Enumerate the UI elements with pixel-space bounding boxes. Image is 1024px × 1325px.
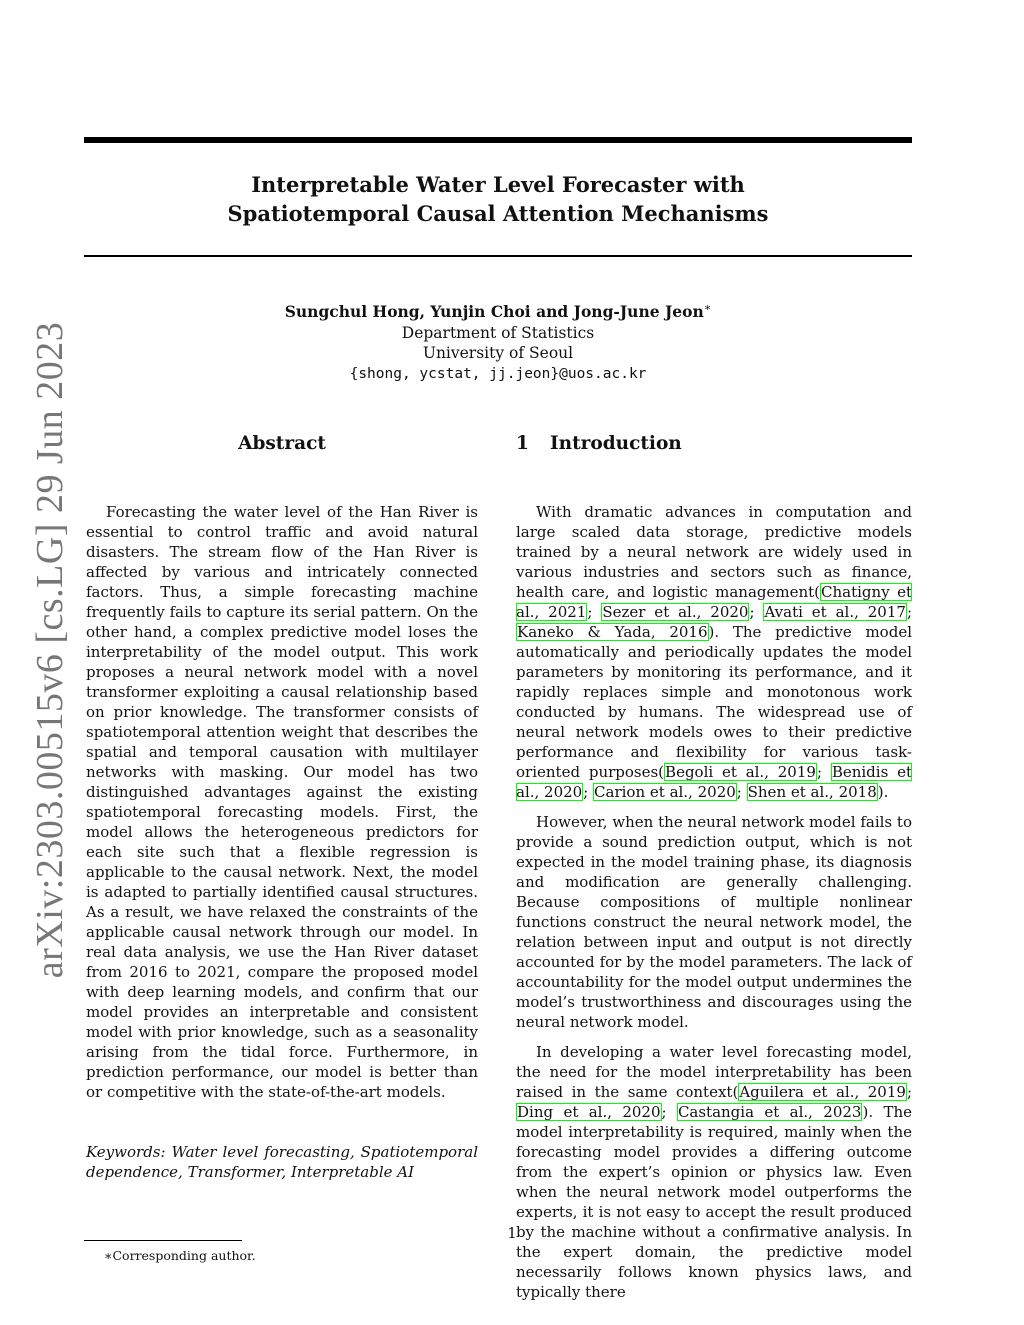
intro-paragraph-3 bbox=[516, 1042, 912, 1302]
keywords: Keywords: Water level forecasting, Spatiotemporal dependence, Transformer, Interpretable AI bbox=[86, 1143, 478, 1181]
intro-paragraph-1 bbox=[516, 502, 912, 802]
section-number: 1 bbox=[516, 433, 529, 454]
citation-separator: ; bbox=[906, 1083, 912, 1101]
intro-p1-text-b: ). The predictive model automatically and periodically updates the model parameters by monitoring its performance, and it rapidly replaces simple and monotonous work conducted by humans. The widespread use of neural network models owes to their predictive performance and flexibility for various task-oriented purposes( bbox=[516, 623, 912, 781]
intro-p1-text-a: With dramatic advances in computation and large scaled data storage, predictive models trained by a neural network are widely used in various industries and sectors such as finance, health care, and logistic management( bbox=[516, 503, 912, 601]
citation-separator: ; bbox=[587, 603, 602, 621]
citation-separator: ; bbox=[583, 783, 594, 801]
citation-link[interactable]: Chatigny et al., 2021 bbox=[516, 583, 912, 621]
author-university: University of Seoul bbox=[422, 344, 574, 363]
citation-link[interactable]: Kaneko & Yada, 2016 bbox=[517, 623, 708, 641]
author-names-text: Sungchul Hong, Yunjin Choi and Jong-June Jeon bbox=[284, 302, 704, 322]
paper-title bbox=[84, 170, 912, 228]
author-department: Department of Statistics bbox=[401, 323, 595, 342]
citation-separator: ; bbox=[736, 783, 747, 801]
author-names bbox=[84, 298, 912, 323]
citation-link[interactable]: Aguilera et al., 2019 bbox=[739, 1083, 906, 1101]
citation-link[interactable]: Shen et al., 2018 bbox=[747, 783, 877, 801]
page-number: 1 bbox=[507, 1224, 517, 1242]
intro-p3-text-a: In developing a water level forecasting model, the need for the model interpretability has been raised in the same context( bbox=[516, 1043, 912, 1101]
citation-link[interactable]: Begoli et al., 2019 bbox=[665, 763, 816, 781]
abstract-text: Forecasting the water level of the Han River is essential to control traffic and avoid natural disasters. The stream flow of the Han River is affected by various and intricately connected factors. Thus, a simple forecasting machine frequently fails to capture its serial pattern. On the other hand, a complex predictive model loses the interpretability of the model output. This work proposes a neural network model with a novel transformer exploiting a causal relationship based on prior knowledge. The transformer consists of spatiotemporal attention weight that describes the spatial and temporal causation with multilayer networks with masking. Our model has two distinguished advantages against the existing spatiotemporal forecasting models. First, the model allows the heterogeneous predictors for each site such that a flexible regression is applicable to the causal network. Next, the model is adapted to partially identified causal structures. As a result, we have relaxed the constraints of the applicable causal network through our model. In real data analysis, we use the Han River dataset from 2016 to 2021, compare the proposed model with deep learning models, and confirm that our model provides an interpretable and consistent model with prior knowledge, such as a seasonality arising from the tidal force. Furthermore, in prediction performance, our model is better than or competitive with the state-of-the-art models. bbox=[86, 503, 478, 1101]
citation-link[interactable]: Sezer et al., 2020 bbox=[602, 603, 749, 621]
citation-separator: ; bbox=[816, 763, 831, 781]
arxiv-stamp: arXiv:2303.00515v6 [cs.LG] 29 Jun 2023 bbox=[29, 321, 71, 979]
author-email: {shong, ycstat, jj.jeon}@uos.ac.kr bbox=[349, 365, 647, 382]
intro-p1-text-c: ). bbox=[877, 783, 889, 801]
citation-link[interactable]: Benidis et al., 2020 bbox=[516, 763, 912, 801]
intro-p3-text-b: ). The model interpretability is required, mainly when the forecasting model provides a differing outcome from the expert’s opinion or physics law. Even when the neural network model outperforms the experts, it is not easy to accept the result produced by the machine without a confirmative analysis. In the expert domain, the predictive model necessarily follows known physics laws, and typically there bbox=[516, 1103, 912, 1301]
author-footnote-mark: ∗ bbox=[703, 301, 712, 314]
intro-paragraph-2: However, when the neural network model fails to provide a sound prediction output, which is not expected in the model training phase, its diagnosis and modification are generally challenging. Because compositions of multiple nonlinear functions construct the neural network model, the relation between input and output is not directly accounted for by the model parameters. The lack of accountability for the model output undermines the model’s trustworthiness and discourages using the neural network model. bbox=[516, 813, 912, 1031]
citation-link[interactable]: Avati et al., 2017 bbox=[764, 603, 906, 621]
citation-separator: ; bbox=[661, 1103, 677, 1121]
title-bottom-rule bbox=[84, 255, 912, 257]
introduction-heading bbox=[516, 430, 912, 458]
citation-separator: ; bbox=[906, 603, 912, 621]
footnote: ∗Corresponding author. bbox=[104, 1248, 256, 1263]
title-line-2: Spatiotemporal Causal Attention Mechanisms bbox=[227, 201, 769, 226]
abstract-heading: Abstract bbox=[238, 433, 326, 454]
title-top-rule bbox=[84, 137, 912, 143]
section-title: Introduction bbox=[550, 433, 682, 454]
citation-separator: ; bbox=[749, 603, 764, 621]
author-block bbox=[84, 298, 912, 384]
title-line-1: Interpretable Water Level Forecaster with bbox=[251, 172, 745, 197]
citation-link[interactable]: Ding et al., 2020 bbox=[517, 1103, 661, 1121]
left-column bbox=[84, 430, 480, 1265]
citation-link[interactable]: Carion et al., 2020 bbox=[594, 783, 736, 801]
citation-link[interactable]: Castangia et al., 2023 bbox=[677, 1103, 862, 1121]
right-column bbox=[516, 430, 912, 1302]
